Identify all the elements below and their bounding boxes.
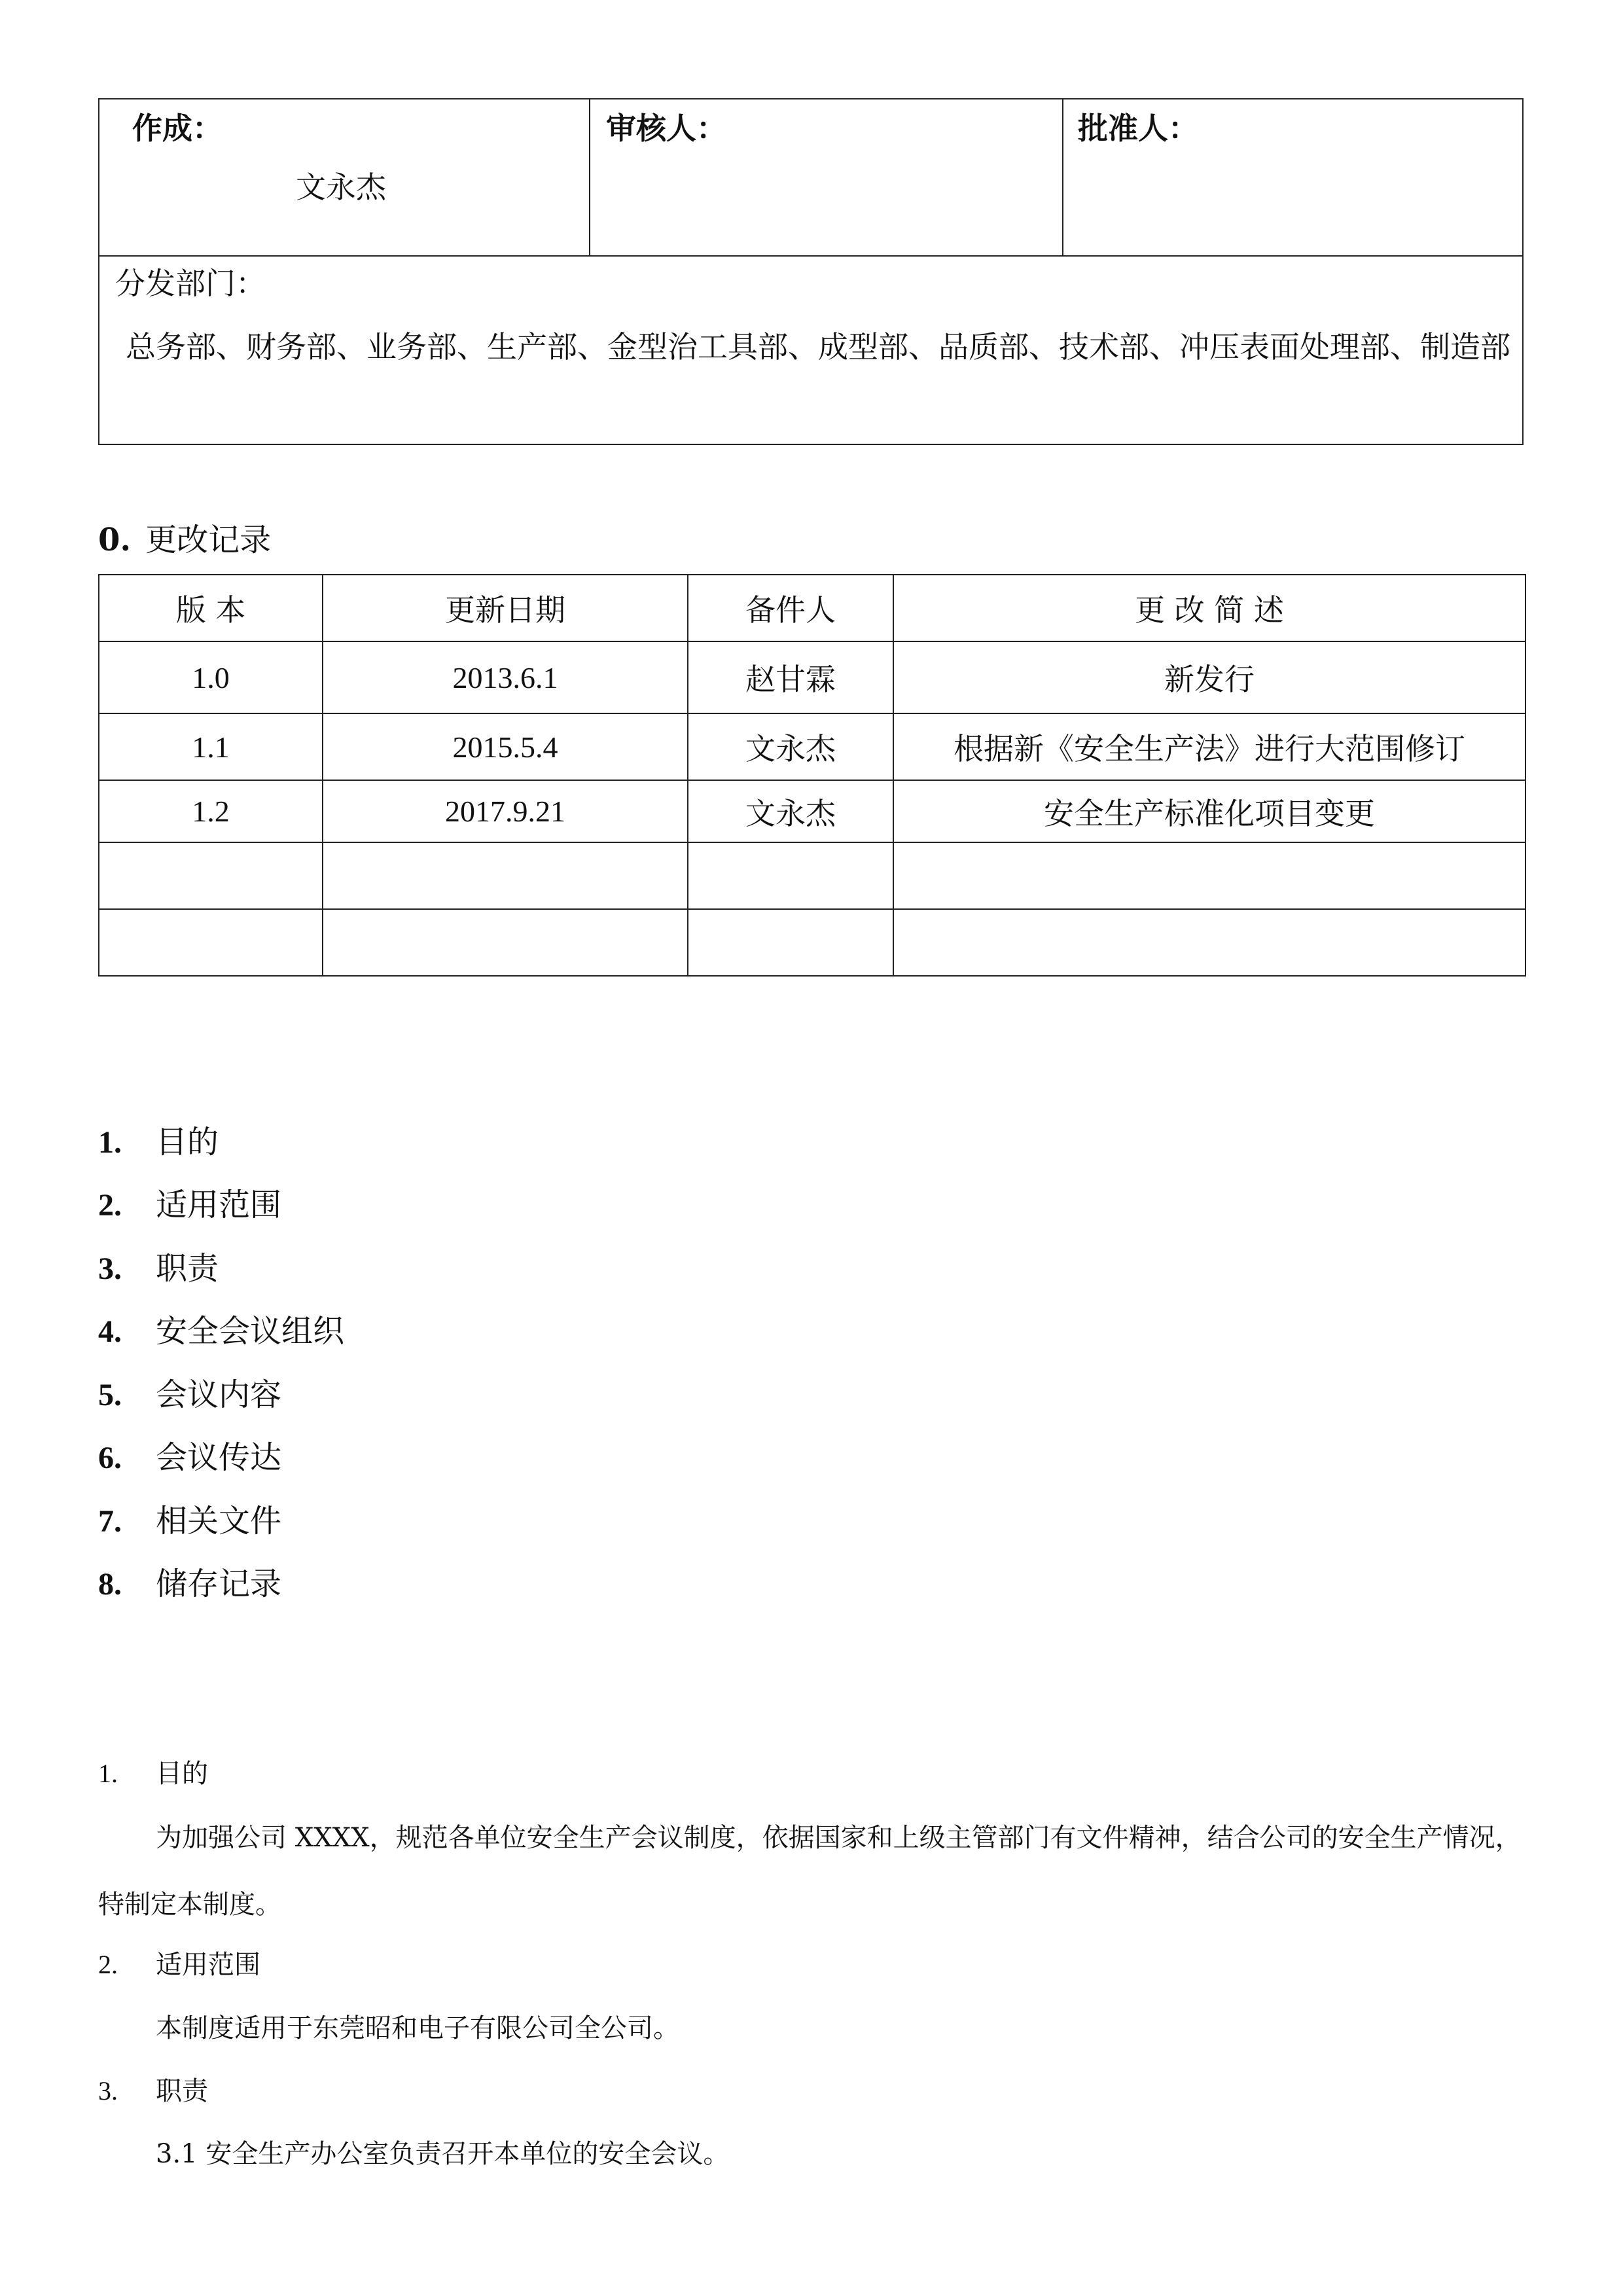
outline-item <box>98 1183 281 1227</box>
cell-date <box>323 909 688 976</box>
section-number: 3. <box>98 2076 118 2106</box>
outline-number: 3. <box>98 1251 122 1286</box>
distribution-label: 分发部门： <box>115 266 266 301</box>
author-label: 作成： <box>132 111 223 146</box>
outline-label: 会议传达 <box>156 1439 282 1476</box>
table-row <box>99 780 1525 842</box>
outline-number: 1. <box>98 1125 122 1160</box>
section-paragraph: 为加强公司 XXXX，规范各单位安全生产会议制度，依据国家和上级主管部门有文件精神，结合公司的安全生产情况，特制定本制度。 <box>98 1823 1522 1920</box>
section-heading <box>98 2072 208 2111</box>
outline-label: 职责 <box>156 1250 219 1287</box>
cell-description: 新发行 <box>893 641 1525 713</box>
outline-item <box>98 1562 281 1606</box>
outline-item <box>98 1121 219 1164</box>
section-heading <box>98 1754 208 1793</box>
cell-version: 1.0 <box>99 641 323 713</box>
section-heading <box>98 1945 260 1984</box>
table-row <box>99 842 1525 909</box>
outline-item <box>98 1247 219 1291</box>
cell-version <box>99 842 323 909</box>
outline-item <box>98 1436 281 1480</box>
header-update-date: 更新日期 <box>323 575 688 641</box>
header-version: 版 本 <box>99 575 323 641</box>
cell-description: 根据新《安全生产法》进行大范围修订 <box>893 713 1525 780</box>
table-header-row <box>99 575 1525 641</box>
cell-date: 2017.9.21 <box>323 780 688 842</box>
author-name: 文永杰 <box>296 170 386 205</box>
section-paragraph: 本制度适用于东莞昭和电子有限公司全公司。 <box>156 2013 679 2043</box>
cell-person <box>688 909 893 976</box>
distribution-departments: 总务部、财务部、业务部、生产部、金型治工具部、成型部、品质部、技术部、冲压表面处理部、制造部 <box>126 329 1510 365</box>
outline-item <box>98 1373 281 1417</box>
cell-date: 2013.6.1 <box>323 641 688 713</box>
cell-person: 文永杰 <box>688 713 893 780</box>
approver-cell <box>1063 99 1525 255</box>
cell-person <box>688 842 893 909</box>
change-record-number: 0. <box>98 522 132 558</box>
reviewer-label: 审核人： <box>606 111 726 146</box>
outline-number: 5. <box>98 1378 122 1412</box>
outline-label: 储存记录 <box>156 1566 282 1602</box>
cell-person: 文永杰 <box>688 780 893 842</box>
outline-label: 适用范围 <box>156 1187 282 1223</box>
reviewer-cell <box>590 99 1063 255</box>
section-number: 2. <box>98 1950 118 1979</box>
change-record-title: 更改记录 <box>145 522 272 558</box>
table-row <box>99 909 1525 976</box>
approval-table <box>98 98 1524 445</box>
author-cell <box>99 99 590 255</box>
header-person: 备件人 <box>688 575 893 641</box>
cell-person: 赵甘霖 <box>688 641 893 713</box>
section-paragraph: 3.1 安全生产办公室负责召开本单位的安全会议。 <box>156 2139 730 2169</box>
cell-version <box>99 909 323 976</box>
cell-version: 1.1 <box>99 713 323 780</box>
section-title: 目的 <box>156 1759 208 1789</box>
cell-description <box>893 909 1525 976</box>
outline-number: 6. <box>98 1441 122 1475</box>
approver-label: 批准人： <box>1078 111 1198 146</box>
cell-date: 2015.5.4 <box>323 713 688 780</box>
outline-number: 2. <box>98 1188 122 1223</box>
cell-description: 安全生产标准化项目变更 <box>893 780 1525 842</box>
cell-date <box>323 842 688 909</box>
cell-description <box>893 842 1525 909</box>
section-title: 适用范围 <box>156 1950 260 1980</box>
outline-label: 会议内容 <box>156 1376 282 1413</box>
header-description: 更 改 简 述 <box>893 575 1525 641</box>
change-record-heading <box>98 518 271 562</box>
outline-number: 7. <box>98 1504 122 1539</box>
table-row <box>99 641 1525 713</box>
outline-number: 4. <box>98 1314 122 1349</box>
change-record-table <box>98 574 1526 977</box>
outline-label: 安全会议组织 <box>156 1313 345 1350</box>
outline-number: 8. <box>98 1567 122 1602</box>
outline-label: 目的 <box>156 1124 219 1160</box>
approval-signature-row <box>99 99 1522 257</box>
section-title: 职责 <box>156 2076 208 2106</box>
outline-label: 相关文件 <box>156 1503 282 1539</box>
section-number: 1. <box>98 1759 118 1788</box>
outline-item <box>98 1499 281 1543</box>
table-row <box>99 713 1525 780</box>
cell-version: 1.2 <box>99 780 323 842</box>
outline-item <box>98 1310 344 1354</box>
